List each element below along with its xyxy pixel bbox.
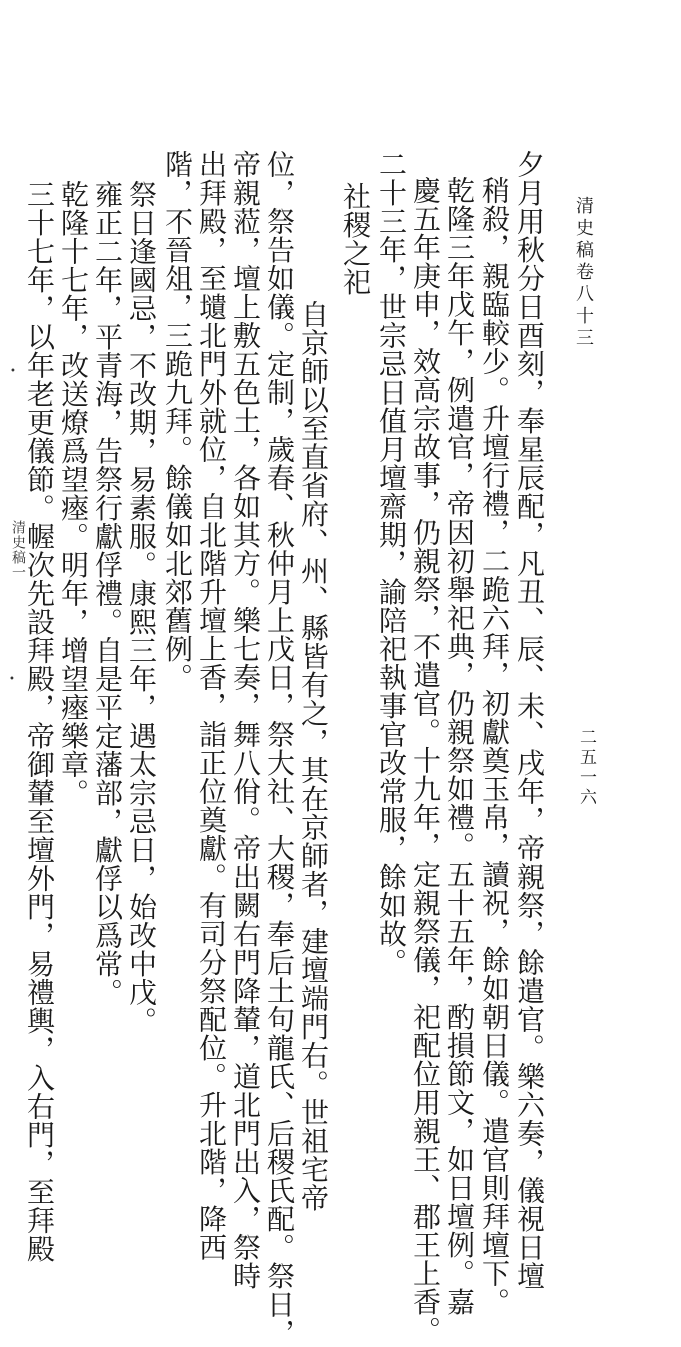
section-heading: 社稷之祀 bbox=[339, 182, 372, 296]
text-column-5: 二十三年，世宗忌日值月壇齋期，諭陪祀執事官改常服，餘如故。 bbox=[375, 150, 408, 977]
edge-tick-mark: • bbox=[9, 674, 15, 685]
text-column-15: 三十七年，以年老更儀節。幄次先設拜殿，帝御輦至壇外門，易禮輿，入右門，至拜殿 bbox=[23, 180, 56, 1263]
text-column-9: 帝親蒞，壇上敷五色土，各如其方。樂七奏，舞八佾。帝出闕右門降輦，道北門出入，祭時 bbox=[229, 150, 262, 1290]
text-column-3: 乾隆三年戊午，例遣官，帝因初舉祀典，仍親祭如禮。五十五年，酌損節文，如日壇例。嘉 bbox=[443, 176, 476, 1316]
edge-dot-mark: • bbox=[10, 366, 16, 377]
binding-edge-text: 清史稿一 bbox=[10, 520, 26, 580]
text-column-13: 雍正二年，平青海，告祭行獻俘禮。自是平定藩部，獻俘以爲常。 bbox=[91, 180, 124, 1007]
text-column-14: 乾隆十七年，改送燎爲望瘞。明年，增望瘞樂章。 bbox=[57, 180, 90, 807]
page-number: 二五一六 bbox=[576, 728, 596, 808]
text-column-10: 出拜殿，至壝北門外就位，自北階升壇上香，詣正位奠獻。有司分祭配位。升北階，降西 bbox=[195, 150, 228, 1262]
text-column-7: 自京師以至直省府、州、縣皆有之，其在京師者，建壇端門右。世祖宅帝 bbox=[297, 300, 330, 1212]
text-column-8: 位，祭告如儀。定制，歲春、秋仲月上戊日，祭大社、大稷，奉后土句龍氏、后稷氏配。祭日， bbox=[263, 150, 296, 1347]
text-column-2: 稍殺，親臨較少。升壇行禮，二跪六拜，初獻奠玉帛，讀祝，餘如朝日儀。遣官則拜壇下。 bbox=[478, 176, 511, 1316]
text-column-1: 夕月用秋分日酉刻，奉星辰配，凡丑、辰、未、戌年，帝親祭，餘遣官。樂六奏，儀視日壇 bbox=[513, 150, 546, 1290]
text-column-4: 慶五年庚申，效高宗故事，仍親祭，不遣官。十九年，定親祭儀，祀配位用親王、郡王上香。 bbox=[409, 176, 442, 1345]
running-head: 清史稿卷八十三 bbox=[573, 196, 594, 350]
text-column-12: 祭日逢國忌，不改期，易素服。康熙三年，遇太宗忌日，始改中戊。 bbox=[125, 180, 158, 1035]
text-column-11: 階，不晉俎，三跪九拜。餘儀如北郊舊例。 bbox=[161, 150, 194, 692]
